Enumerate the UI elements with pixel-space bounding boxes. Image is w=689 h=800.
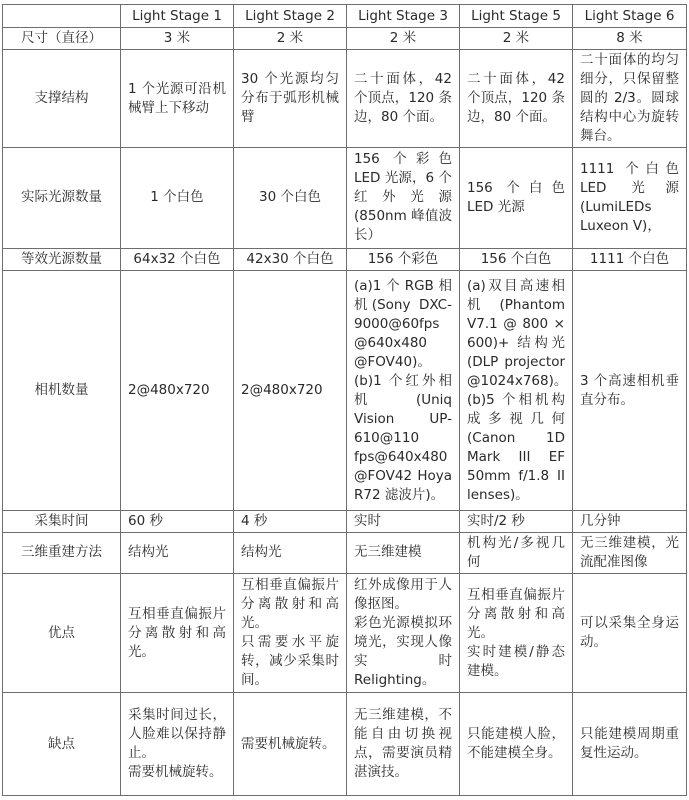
cell-paragraph: 实时建模/静态建模。 [467, 643, 565, 679]
table-cell [460, 573, 573, 693]
row-label: 采集时间 [3, 510, 121, 532]
table-cell: 156 个彩色 [347, 249, 460, 271]
header-light-stage-6: Light Stage 6 [573, 5, 687, 28]
table-cell: 2 米 [460, 28, 573, 50]
cell-paragraph: (b)1 个红外相机 (Uniq Vision UP-610@110 fps@640x480 @FOV42 Hoya R72 滤波片)。 [354, 372, 452, 503]
cell-paragraph: (a)1 个 RGB 相机(Sony DXC-9000@60fps @640x480 @FOV40)。 [354, 277, 452, 370]
table-cell: 2 米 [347, 28, 460, 50]
table-cell: 156 个白色 LED 光源 [460, 147, 573, 248]
table-cell: 4 秒 [234, 510, 347, 532]
table-row [3, 533, 687, 574]
row-label: 相机数量 [3, 271, 121, 510]
header-corner [3, 5, 121, 28]
table-cell: 结构光 [121, 533, 234, 574]
table-cell: 无三维建模，光流配准图像 [573, 533, 687, 574]
table-cell: 几分钟 [573, 510, 687, 532]
table-row [3, 271, 687, 510]
table-cell: 64x32 个白色 [121, 249, 234, 271]
table-cell: 30 个白色 [234, 147, 347, 248]
table-row [3, 28, 687, 50]
table-cell: 42x30 个白色 [234, 249, 347, 271]
cell-paragraph: 互相垂直偏振片分离散射和高光。 [467, 586, 565, 641]
row-label: 等效光源数量 [3, 249, 121, 271]
table-cell: 机构光/多视几何 [460, 533, 573, 574]
table-cell [347, 271, 460, 510]
row-label: 实际光源数量 [3, 147, 121, 248]
table-cell [121, 693, 234, 796]
row-label: 缺点 [3, 693, 121, 796]
header-light-stage-5: Light Stage 5 [460, 5, 573, 28]
row-label: 优点 [3, 573, 121, 693]
table-row [3, 693, 687, 796]
header-light-stage-1: Light Stage 1 [121, 5, 234, 28]
table-cell: 156 个彩色 LED 光源，6 个红外光源 (850nm 峰值波长） [347, 147, 460, 248]
header-row [3, 5, 687, 28]
table-cell: 2@480x720 [234, 271, 347, 510]
table-cell: 无三维建模，不能自由切换视点，需要演员精湛演技。 [347, 693, 460, 796]
row-label: 三维重建方法 [3, 533, 121, 574]
table-row [3, 510, 687, 532]
table-cell: 二十面体的均匀细分，只保留整圆的 2/3。圆球结构中心为旋转舞台。 [573, 50, 687, 147]
row-label: 尺寸（直径） [3, 28, 121, 50]
table-cell: 8 米 [573, 28, 687, 50]
table-row [3, 249, 687, 271]
table-cell: 3 米 [121, 28, 234, 50]
header-light-stage-3: Light Stage 3 [347, 5, 460, 28]
row-label: 支撑结构 [3, 50, 121, 147]
table-cell [234, 573, 347, 693]
table-cell: 1111 个白色 [573, 249, 687, 271]
table-cell: 1 个光源可沿机械臂上下移动 [121, 50, 234, 147]
cell-paragraph: (b)5 个相机构成多视几何 (Canon 1D Mark III EF 50mm f/1.8 II lenses)。 [467, 391, 565, 503]
table-cell: 2@480x720 [121, 271, 234, 510]
table-cell: 1 个白色 [121, 147, 234, 248]
cell-paragraph: 需要机械旋转。 [128, 764, 223, 781]
header-light-stage-2: Light Stage 2 [234, 5, 347, 28]
table-cell [460, 271, 573, 510]
table-cell: 只能建模周期重复性运动。 [573, 693, 687, 796]
table-cell: 无三维建模 [347, 533, 460, 574]
table-cell: 3 个高速相机垂直分布。 [573, 271, 687, 510]
table-cell: 结构光 [234, 533, 347, 574]
table-cell: 实时 [347, 510, 460, 532]
table-cell: 1111 个白色 LED 光源 (LumiLEDs Luxeon V)， [573, 147, 687, 248]
table-cell: 2 米 [234, 28, 347, 50]
table-cell: 30 个光源均匀分布于弧形机械臂 [234, 50, 347, 147]
cell-paragraph: 只需要水平旋转，减少采集时间。 [241, 634, 339, 689]
table-cell: 实时/2 秒 [460, 510, 573, 532]
table-row [3, 573, 687, 693]
table-cell: 60 秒 [121, 510, 234, 532]
cell-paragraph: 红外成像用于人像抠图。 [354, 577, 452, 613]
light-stage-comparison-table [2, 4, 687, 796]
cell-paragraph: 互相垂直偏振片分离散射和高光。 [241, 577, 339, 632]
table-cell: 二十面体，42 个顶点，120 条边，80 个面。 [460, 50, 573, 147]
cell-paragraph: 彩色光源模拟环境光，实现人像实时 Relighting。 [354, 615, 452, 689]
table-row [3, 50, 687, 147]
cell-paragraph: (a)双目高速相机 (Phantom V7.1 @ 800 × 600)+ 结构光 (DLP projector @1024x768)。 [467, 277, 568, 389]
table-cell [347, 573, 460, 693]
table-cell: 二十面体，42 个顶点，120 条边，80 个面。 [347, 50, 460, 147]
table-cell: 只能建模人脸，不能建模全身。 [460, 693, 573, 796]
table-cell: 可以采集全身运动。 [573, 573, 687, 693]
table-cell: 需要机械旋转。 [234, 693, 347, 796]
table-cell: 156 个白色 [460, 249, 573, 271]
table-cell: 互相垂直偏振片分离散射和高光。 [121, 573, 234, 693]
table-row [3, 147, 687, 248]
cell-paragraph: 采集时间过长，人脸难以保持静止。 [128, 707, 226, 762]
